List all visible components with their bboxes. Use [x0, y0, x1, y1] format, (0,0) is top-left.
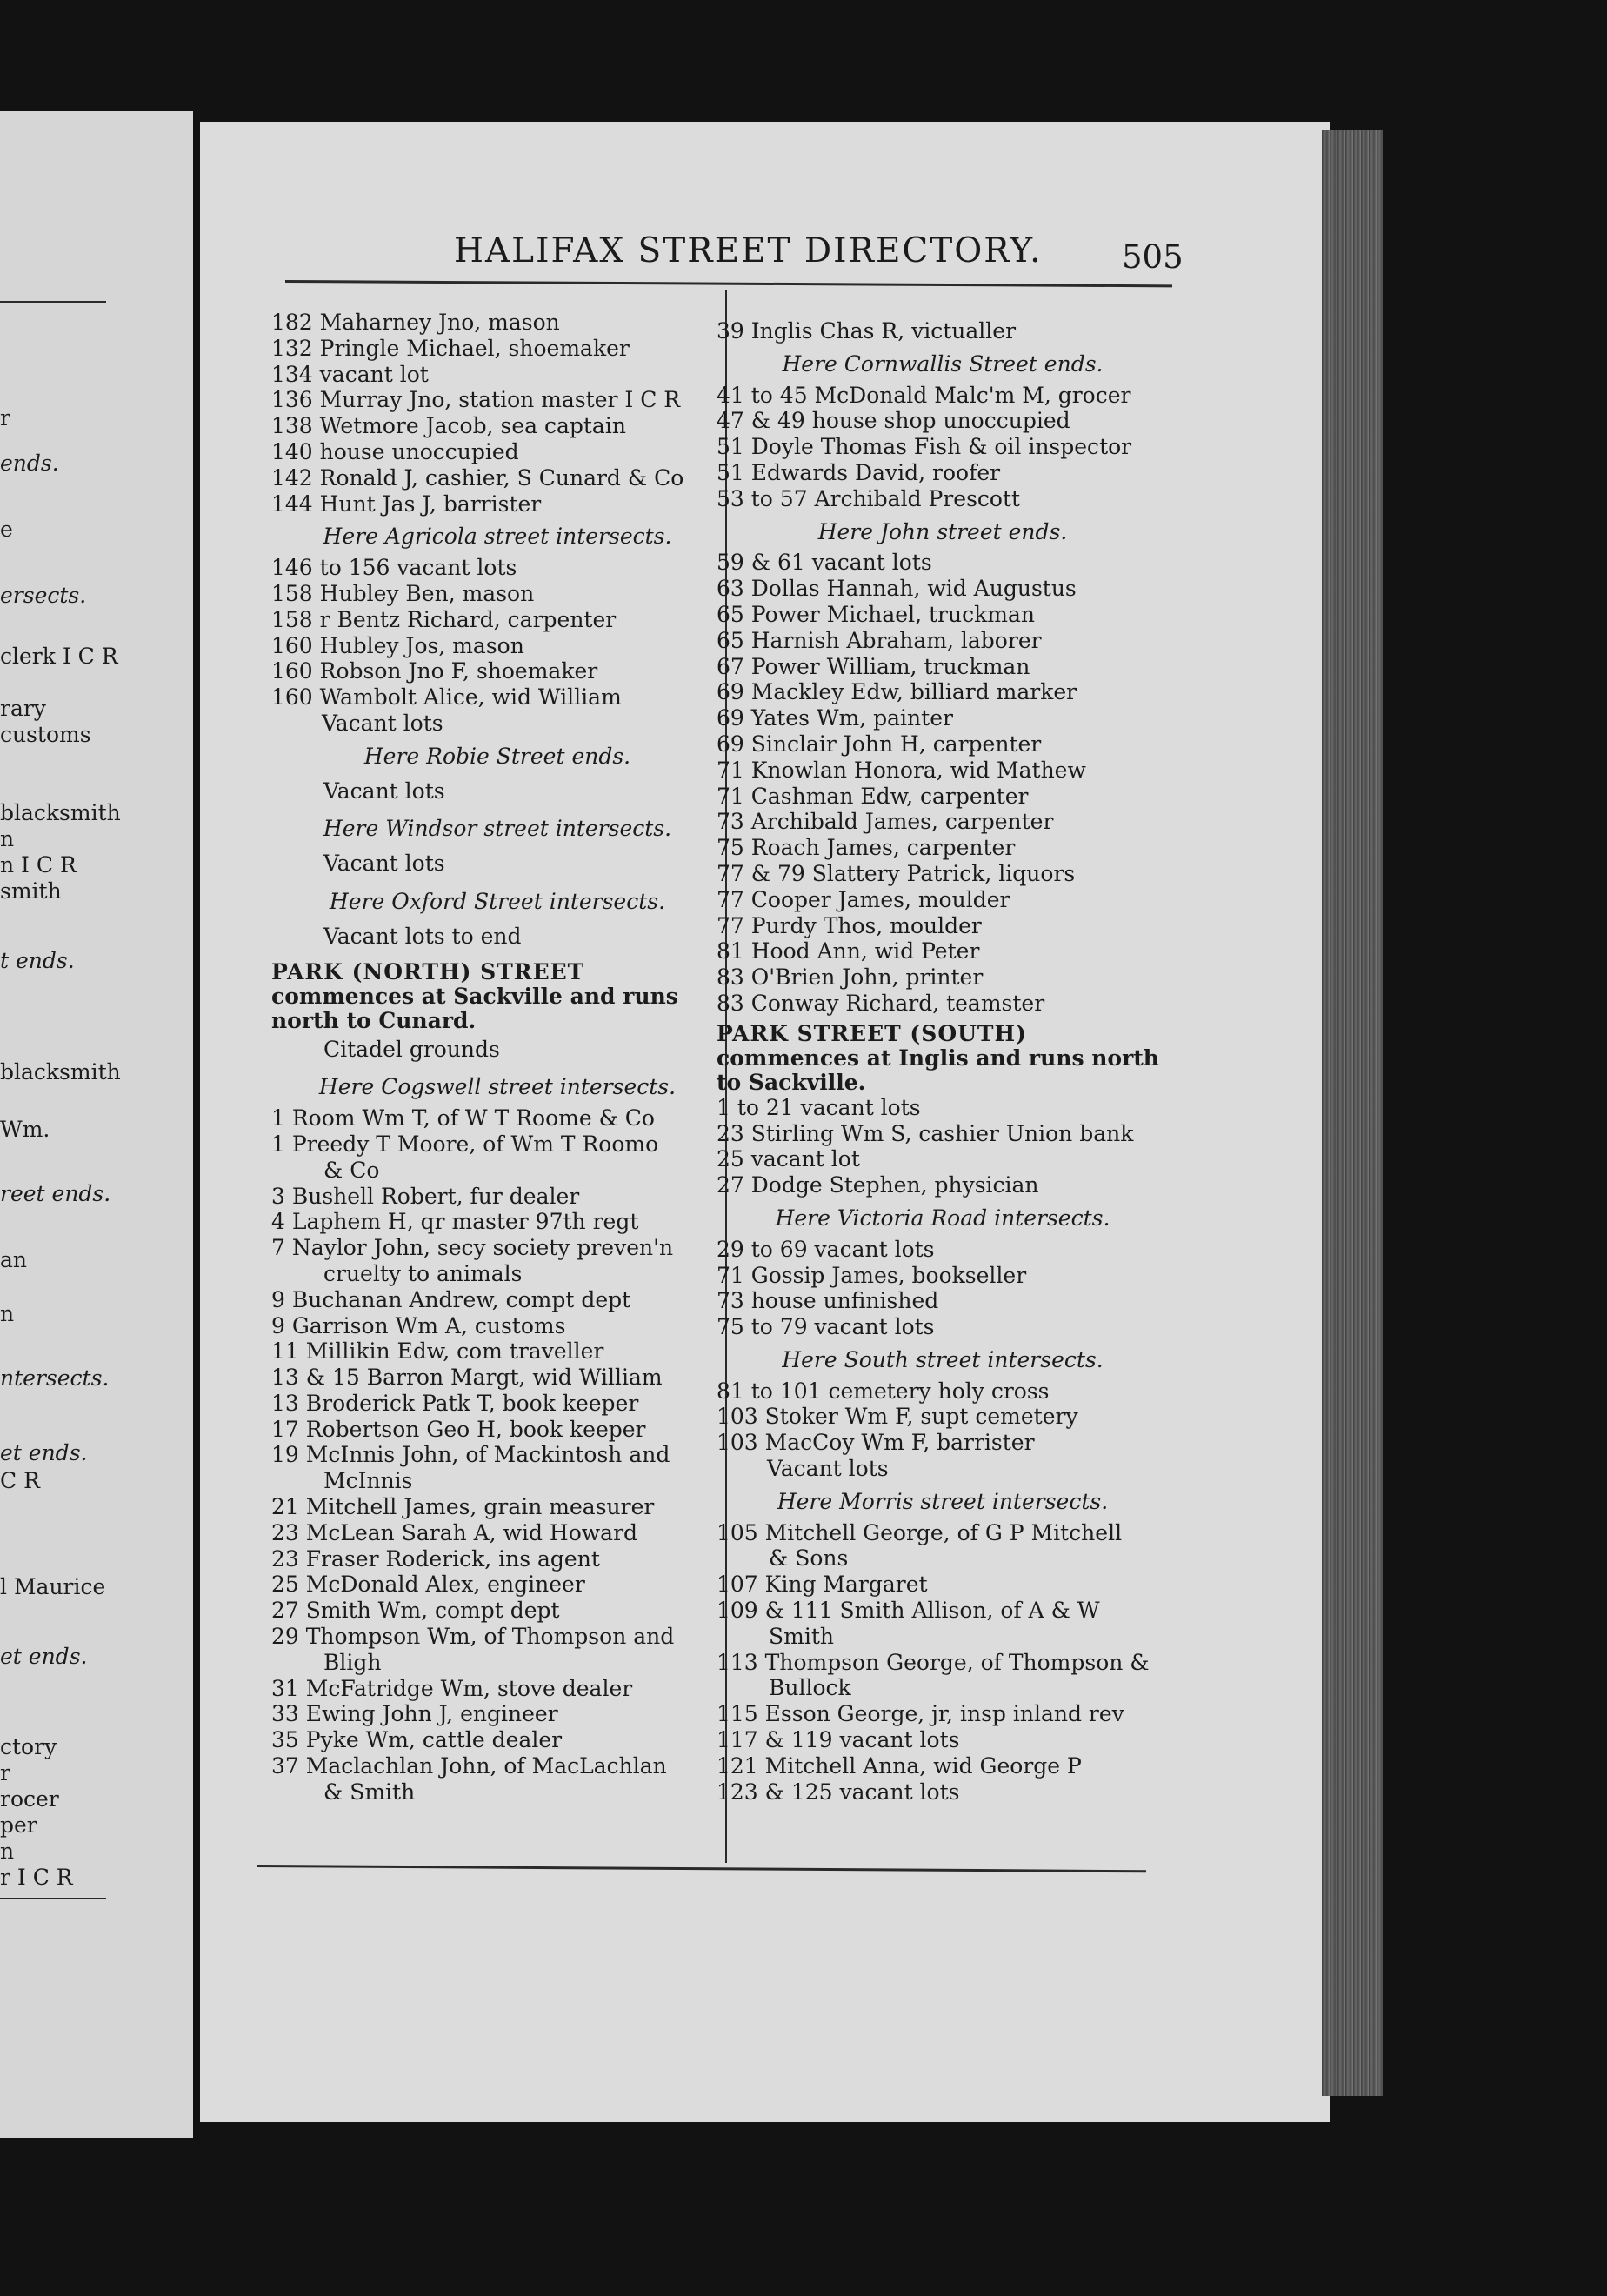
directory-entry: 23 Stirling Wm S, cashier Union bank [717, 1120, 1134, 1146]
directory-entry: 51 Doyle Thomas Fish & oil inspector [717, 434, 1132, 460]
directory-column-right [717, 318, 1169, 1805]
left-page-footer-rule [0, 1898, 106, 1899]
left-page-fragment: r [0, 405, 10, 430]
directory-entry: 25 vacant lot [717, 1146, 860, 1172]
street-intersection-note: Here Agricola street intersects. [323, 524, 672, 550]
street-description: commences at Inglis and runs north to Sackville. [717, 1045, 1159, 1095]
directory-entry: 7 Naylor John, secy society preven'n [271, 1235, 674, 1261]
vacant-lots-line: Vacant lots to end [323, 923, 522, 949]
directory-entry: 109 & 111 Smith Allison, of A & W [717, 1598, 1100, 1624]
entry-continuation: McInnis [323, 1468, 413, 1494]
directory-entry: 136 Murray Jno, station master I C R [271, 387, 681, 413]
directory-entry: 33 Ewing John J, engineer [271, 1701, 558, 1727]
directory-entry: 160 Wambolt Alice, wid William [271, 684, 622, 711]
street-intersection-note: Here Robie Street ends. [363, 743, 631, 769]
entry-continuation: & Co [323, 1157, 380, 1183]
directory-entry: 29 to 69 vacant lots [717, 1236, 935, 1262]
street-intersection-note: Here Victoria Road intersects. [775, 1205, 1110, 1231]
directory-entry: 115 Esson George, jr, insp inland rev [717, 1701, 1124, 1727]
entry-continuation: & Smith [323, 1779, 416, 1805]
directory-entry: 69 Sinclair John H, carpenter [717, 731, 1042, 757]
street-intersection-note: Here South street intersects. [782, 1346, 1104, 1372]
street-heading [717, 1017, 1169, 1095]
directory-entry: 146 to 156 vacant lots [271, 555, 517, 581]
directory-entry: 142 Ronald J, cashier, S Cunard & Co [271, 464, 684, 491]
directory-entry: 121 Mitchell Anna, wid George P [717, 1752, 1082, 1779]
directory-entry: 77 & 79 Slattery Patrick, liquors [717, 860, 1076, 886]
left-page-fragment: n I C R [0, 852, 77, 878]
street-intersection-note: Here Cogswell street intersects. [318, 1074, 677, 1100]
directory-entry: 65 Power Michael, truckman [717, 601, 1035, 627]
left-page-fragment: r [0, 1760, 10, 1785]
left-page-fragment: n [0, 1839, 15, 1864]
left-page-fragment: l Maurice [0, 1574, 106, 1599]
directory-entry: 47 & 49 house shop unoccupied [717, 408, 1070, 434]
directory-entry: 41 to 45 McDonald Malc'm M, grocer [717, 382, 1131, 408]
directory-entry: 1 Preedy T Moore, of Wm T Roomo [271, 1131, 659, 1157]
directory-entry: 73 house unfinished [717, 1288, 939, 1314]
left-page-fragment: r I C R [0, 1865, 73, 1890]
running-head-title: HALIFAX STREET DIRECTORY. [454, 231, 1043, 270]
left-page-fragment: blacksmith [0, 800, 121, 825]
left-page-fragment: et ends. [0, 1440, 88, 1465]
directory-entry: 77 Purdy Thos, moulder [717, 912, 982, 938]
directory-entry: 138 Wetmore Jacob, sea captain [271, 413, 626, 439]
directory-entry: 83 Conway Richard, teamster [717, 990, 1045, 1016]
directory-entry: 19 McInnis John, of Mackintosh and [271, 1442, 670, 1468]
street-name: PARK STREET (SOUTH) [717, 1020, 1027, 1046]
directory-entry: 123 & 125 vacant lots [717, 1779, 960, 1805]
entry-continuation: cruelty to animals [323, 1260, 523, 1286]
directory-entry: 75 to 79 vacant lots [717, 1314, 935, 1340]
left-page-fragment: e [0, 517, 13, 542]
directory-entry: 29 Thompson Wm, of Thompson and [271, 1624, 675, 1650]
street-intersection-note: Here Morris street intersects. [777, 1488, 1109, 1514]
directory-entry: 11 Millikin Edw, com traveller [271, 1338, 604, 1365]
entry-continuation: Bligh [323, 1649, 382, 1675]
directory-entry: 69 Mackley Edw, billiard marker [717, 679, 1077, 705]
directory-entry: 31 McFatridge Wm, stove dealer [271, 1675, 633, 1701]
page-edge [1322, 130, 1383, 2096]
directory-column-left [271, 310, 723, 1805]
vacant-lots-line: Citadel grounds [323, 1036, 500, 1062]
entry-continuation: & Sons [769, 1545, 849, 1572]
directory-entry: 53 to 57 Archibald Prescott [717, 485, 1021, 511]
left-page-fragment: n [0, 826, 15, 851]
vacant-lots-line: Vacant lots [323, 851, 445, 877]
directory-entry: 71 Cashman Edw, carpenter [717, 783, 1029, 809]
directory-entry: 63 Dollas Hannah, wid Augustus [717, 576, 1077, 602]
directory-entry: 35 Pyke Wm, cattle dealer [271, 1727, 563, 1753]
left-page-fragment: rary [0, 696, 46, 721]
left-page-fragment: clerk I C R [0, 644, 118, 669]
left-page-fragment: C R [0, 1468, 40, 1493]
directory-entry: 75 Roach James, carpenter [717, 835, 1016, 861]
directory-entry: 37 Maclachlan John, of MacLachlan [271, 1753, 667, 1779]
directory-entry: 160 Robson Jno F, shoemaker [271, 658, 598, 684]
directory-entry: 9 Garrison Wm A, customs [271, 1312, 566, 1338]
directory-entry: 4 Laphem H, qr master 97th regt [271, 1209, 639, 1235]
directory-entry: 59 & 61 vacant lots [717, 550, 932, 576]
vacant-lots-line: Vacant lots [323, 778, 445, 804]
left-page-fragment: reet ends. [0, 1181, 111, 1206]
directory-entry: 71 Gossip James, bookseller [717, 1262, 1027, 1288]
directory-entry: 9 Buchanan Andrew, compt dept [271, 1286, 631, 1312]
directory-entry: 3 Bushell Robert, fur dealer [271, 1183, 580, 1209]
street-intersection-note: Here John street ends. [817, 518, 1068, 544]
directory-entry: 158 r Bentz Richard, carpenter [271, 606, 617, 632]
left-page-fragment: n [0, 1301, 15, 1326]
directory-entry: 160 Hubley Jos, mason [271, 632, 524, 658]
left-page-fragment: per [0, 1812, 37, 1838]
directory-entry: 23 Fraser Roderick, ins agent [271, 1545, 600, 1572]
left-page-fragment: customs [0, 722, 91, 747]
directory-entry: 39 Inglis Chas R, victualler [717, 318, 1017, 344]
entry-continuation: Smith [769, 1623, 834, 1649]
directory-entry: 103 MacCoy Wm F, barrister [717, 1430, 1035, 1456]
street-intersection-note: Here Cornwallis Street ends. [782, 350, 1104, 377]
directory-entry: 113 Thompson George, of Thompson & [717, 1649, 1150, 1675]
left-page-fragment: t ends. [0, 948, 75, 973]
directory-entry: 1 to 21 vacant lots [717, 1094, 921, 1120]
entry-indented: Vacant lots [322, 710, 443, 736]
directory-entry: 67 Power William, truckman [717, 653, 1030, 679]
directory-entry: 81 Hood Ann, wid Peter [717, 938, 980, 964]
left-page-fragment: ersects. [0, 583, 87, 608]
left-page-fragment: blacksmith [0, 1059, 121, 1085]
left-page-fragment: ends. [0, 451, 59, 476]
directory-entry: 65 Harnish Abraham, laborer [717, 627, 1042, 653]
left-page-header-rule [0, 301, 106, 303]
directory-entry: 107 King Margaret [717, 1572, 928, 1598]
left-page-fragment: smith [0, 878, 62, 904]
directory-entry: 71 Knowlan Honora, wid Mathew [717, 757, 1086, 783]
directory-entry: 13 & 15 Barron Margt, wid William [271, 1365, 663, 1391]
directory-entry: 1 Room Wm T, of W T Roome & Co [271, 1105, 655, 1131]
page-number: 505 [1122, 238, 1184, 276]
left-page-fragment: et ends. [0, 1644, 88, 1669]
directory-entry: 158 Hubley Ben, mason [271, 580, 535, 606]
street-heading [271, 955, 723, 1033]
left-page-fragment: an [0, 1247, 28, 1272]
directory-entry: 132 Pringle Michael, shoemaker [271, 335, 630, 361]
directory-entry: 51 Edwards David, roofer [717, 459, 1001, 485]
entry-continuation: Bullock [769, 1675, 851, 1701]
directory-entry: 23 McLean Sarah A, wid Howard [271, 1519, 638, 1545]
directory-entry: 117 & 119 vacant lots [717, 1727, 960, 1753]
street-name: PARK (NORTH) STREET [271, 958, 585, 984]
left-page-fragment: rocer [0, 1786, 59, 1812]
directory-entry: 13 Broderick Patk T, book keeper [271, 1390, 639, 1416]
directory-entry: 73 Archibald James, carpenter [717, 809, 1054, 835]
directory-entry: 27 Smith Wm, compt dept [271, 1598, 560, 1624]
street-intersection-note: Here Oxford Street intersects. [329, 888, 666, 914]
directory-entry: 134 vacant lot [271, 361, 429, 387]
directory-entry: 105 Mitchell George, of G P Mitchell [717, 1519, 1123, 1545]
entry-indented: Vacant lots [767, 1456, 889, 1482]
left-page-fragment: Wm. [0, 1117, 50, 1142]
directory-entry: 69 Yates Wm, painter [717, 705, 953, 731]
left-page-fragment: ctory [0, 1734, 57, 1759]
directory-entry: 144 Hunt Jas J, barrister [271, 491, 542, 517]
directory-entry: 140 house unoccupied [271, 438, 519, 464]
directory-entry: 77 Cooper James, moulder [717, 886, 1010, 912]
left-page-fragment: ntersects. [0, 1365, 110, 1391]
street-intersection-note: Here Windsor street intersects. [323, 816, 672, 842]
directory-entry: 21 Mitchell James, grain measurer [271, 1494, 655, 1520]
directory-entry: 81 to 101 cemetery holy cross [717, 1378, 1050, 1404]
directory-entry: 27 Dodge Stephen, physician [717, 1172, 1039, 1198]
directory-entry: 25 McDonald Alex, engineer [271, 1572, 585, 1598]
directory-entry: 103 Stoker Wm F, supt cemetery [717, 1404, 1078, 1430]
directory-entry: 182 Maharney Jno, mason [271, 310, 560, 335]
street-description: commences at Sackville and runs north to Cunard. [271, 983, 678, 1033]
directory-entry: 17 Robertson Geo H, book keeper [271, 1416, 646, 1442]
directory-entry: 83 O'Brien John, printer [717, 964, 984, 991]
